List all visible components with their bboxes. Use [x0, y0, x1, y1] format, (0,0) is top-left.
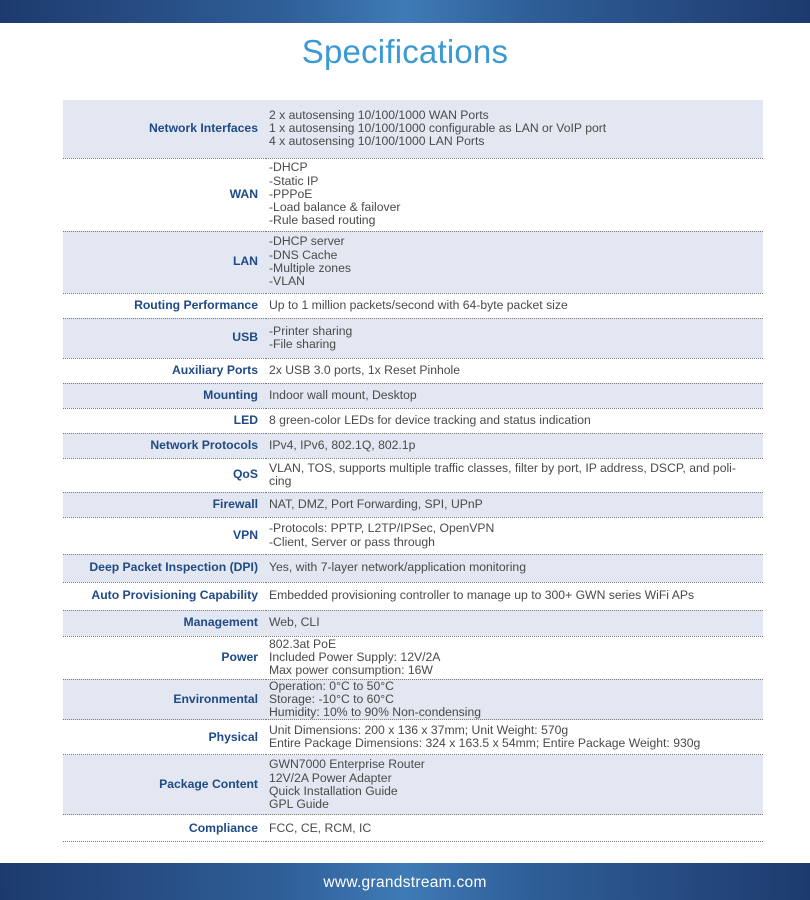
- spec-value-line: 802.3at PoE: [269, 636, 337, 651]
- spec-value-line: cing: [269, 474, 292, 488]
- spec-value-line: -DHCP server: [269, 234, 345, 249]
- spec-row: [63, 582, 763, 610]
- spec-row: [63, 100, 763, 158]
- spec-value-line: IPv4, IPv6, 802.1Q, 802.1p: [269, 437, 416, 452]
- spec-value: [266, 231, 763, 293]
- spec-row: [63, 492, 763, 517]
- spec-row: [63, 318, 763, 358]
- spec-value-line: Unit Dimensions: 200 x 136 x 37mm; Unit Weight: 570g: [269, 723, 569, 738]
- spec-value-line: Indoor wall mount, Desktop: [269, 387, 417, 402]
- spec-row: [63, 636, 763, 679]
- website-url: www.grandstream.com: [323, 874, 487, 891]
- spec-label: LED: [63, 408, 266, 433]
- spec-value-line: -DHCP: [269, 160, 308, 175]
- spec-value-line: 12V/2A Power Adapter: [269, 770, 392, 785]
- spec-value-line: -Rule based routing: [269, 213, 376, 228]
- spec-value: [266, 517, 763, 554]
- spec-value: [266, 158, 763, 231]
- spec-value: [266, 815, 763, 842]
- spec-value: [266, 582, 763, 610]
- spec-label: Management: [63, 610, 266, 636]
- spec-label: Environmental: [63, 679, 266, 720]
- spec-row: [63, 517, 763, 554]
- top-banner: [0, 0, 810, 23]
- spec-row: [63, 293, 763, 318]
- spec-label: Firewall: [63, 492, 266, 517]
- spec-label: USB: [63, 318, 266, 358]
- spec-value-line: 4 x autosensing 10/100/1000 LAN Ports: [269, 134, 485, 149]
- spec-value-line: 8 green-color LEDs for device tracking and status indication: [269, 412, 591, 427]
- spec-value-line: 1 x autosensing 10/100/1000 configurable as LAN or VoIP port: [269, 121, 607, 136]
- spec-value: [266, 318, 763, 358]
- spec-label: VPN: [63, 517, 266, 554]
- spec-value-line: Storage: -10°C to 60°C: [269, 691, 394, 706]
- spec-label: QoS: [63, 458, 266, 492]
- spec-value-line: -Load balance & failover: [269, 200, 401, 215]
- spec-row: [63, 720, 763, 755]
- spec-label: Deep Packet Inspection (DPI): [63, 554, 266, 582]
- spec-row: [63, 458, 763, 492]
- spec-value-line: Yes, with 7-layer network/application monitoring: [269, 560, 526, 575]
- spec-row: [63, 679, 763, 720]
- spec-value: [266, 610, 763, 636]
- spec-row: [63, 358, 763, 383]
- spec-value: [266, 293, 763, 318]
- spec-value: [266, 100, 763, 158]
- spec-label: Compliance: [63, 815, 266, 842]
- spec-label: Network Protocols: [63, 433, 266, 458]
- spec-value: [266, 554, 763, 582]
- spec-value-line: -VLAN: [269, 274, 305, 289]
- spec-value-line: -Static IP: [269, 173, 319, 188]
- spec-label: Power: [63, 636, 266, 679]
- spec-row: [63, 383, 763, 408]
- spec-value-line: -Client, Server or pass through: [269, 534, 435, 549]
- spec-label: LAN: [63, 231, 266, 293]
- spec-row: [63, 433, 763, 458]
- spec-value-line: -Printer sharing: [269, 323, 353, 338]
- spec-value-line: VLAN, TOS, supports multiple traffic classes, filter by port, IP address, DSCP, and poli-: [269, 460, 736, 475]
- page-title: Specifications: [301, 33, 509, 70]
- spec-label: Mounting: [63, 383, 266, 408]
- spec-value-line: Included Power Supply: 12V/2A: [269, 649, 441, 664]
- spec-label: Package Content: [63, 755, 266, 815]
- spec-value-line: -DNS Cache: [269, 247, 338, 262]
- spec-value: [266, 679, 763, 720]
- spec-value-line: 2x USB 3.0 ports, 1x Reset Pinhole: [269, 362, 461, 377]
- spec-value-line: Operation: 0°C to 50°C: [269, 678, 394, 693]
- spec-value-line: GPL Guide: [269, 797, 329, 812]
- spec-value: [266, 433, 763, 458]
- spec-value-line: -PPPoE: [269, 186, 313, 201]
- spec-label: Routing Performance: [63, 293, 266, 318]
- spec-row: [63, 755, 763, 815]
- spec-value-line: FCC, CE, RCM, IC: [269, 820, 372, 835]
- spec-row: [63, 815, 763, 842]
- spec-value: [266, 383, 763, 408]
- spec-value-line: Humidity: 10% to 90% Non-condensing: [269, 705, 482, 720]
- spec-row: [63, 554, 763, 582]
- spec-row: [63, 610, 763, 636]
- spec-row: [63, 231, 763, 293]
- spec-label: Physical: [63, 720, 266, 755]
- spec-row: [63, 408, 763, 433]
- spec-value: [266, 458, 763, 492]
- spec-value: [266, 358, 763, 383]
- spec-value-line: 2 x autosensing 10/100/1000 WAN Ports: [269, 107, 489, 122]
- spec-value: [266, 492, 763, 517]
- spec-value: [266, 755, 763, 815]
- spec-value-line: Entire Package Dimensions: 324 x 163.5 x 54mm; Entire Package Weight: 930g: [269, 736, 701, 751]
- spec-label: Auxiliary Ports: [63, 358, 266, 383]
- spec-label: WAN: [63, 158, 266, 231]
- spec-value-line: Quick Installation Guide: [269, 783, 398, 798]
- spec-value-line: Web, CLI: [269, 615, 320, 630]
- spec-label: Network Interfaces: [63, 100, 266, 158]
- spec-row: [63, 158, 763, 231]
- spec-value-line: NAT, DMZ, Port Forwarding, SPI, UPnP: [269, 496, 483, 511]
- spec-value: [266, 720, 763, 755]
- spec-value-line: Up to 1 million packets/second with 64-byte packet size: [269, 297, 568, 312]
- spec-table: [63, 100, 763, 842]
- spec-value-line: GWN7000 Enterprise Router: [269, 757, 425, 772]
- spec-value-line: -File sharing: [269, 337, 337, 351]
- spec-value: [266, 408, 763, 433]
- spec-label: Auto Provisioning Capability: [63, 582, 266, 610]
- spec-value-line: -Multiple zones: [269, 261, 351, 275]
- spec-value-line: Embedded provisioning controller to manage up to 300+ GWN series WiFi APs: [269, 588, 695, 603]
- spec-value: [266, 636, 763, 679]
- spec-value-line: -Protocols: PPTP, L2TP/IPSec, OpenVPN: [269, 521, 495, 536]
- spec-value-line: Max power consumption: 16W: [269, 663, 433, 678]
